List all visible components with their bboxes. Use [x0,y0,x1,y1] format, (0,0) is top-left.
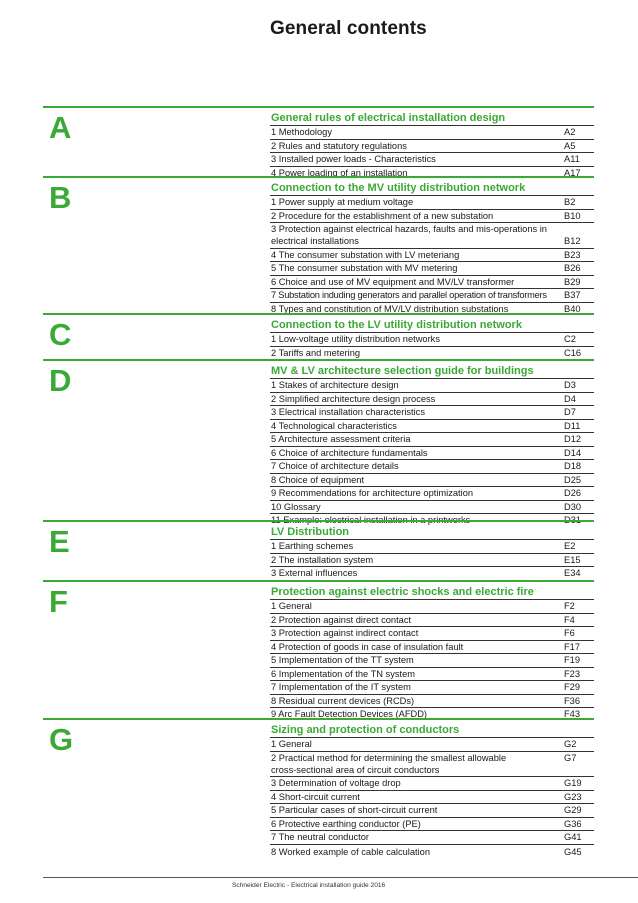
entry-page: B40 [564,303,581,314]
entry-label: 7 Substation induding generators and parallel operation of transformers [271,290,547,300]
toc-entry[interactable] [270,790,594,804]
entry-page: A11 [564,154,580,164]
toc-entry[interactable] [270,473,594,487]
entry-page: C16 [564,347,582,358]
entry-page: D7 [564,407,576,417]
section-title[interactable]: LV Distribution [271,526,350,538]
entry-label: 4 Technological characteristics [271,420,397,431]
section-letter: F [49,584,68,619]
toc-entry[interactable] [270,222,594,248]
entry-label: 6 Choice and use of MV equipment and MV/LV transformer [271,276,515,287]
entry-label: 5 Implementation of the TT system [271,655,414,665]
toc-entry[interactable] [270,830,594,844]
entry-page: G45 [564,846,582,857]
entry-label: 2 Protection against direct contact [271,614,412,625]
entry-page: G36 [564,818,582,829]
section-g [43,718,594,860]
entry-page: F43 [564,709,581,719]
entry-label: 6 Protective earthing conductor (PE) [271,818,421,829]
toc-entry[interactable] [270,539,594,553]
entry-page: A5 [564,140,576,151]
entry-page: C2 [564,334,576,344]
entry-label: 2 The installation system [271,554,374,565]
page-footer: Schneider Electric - Electrical installation guide 2016 [232,882,386,889]
entry-label: 6 Implementation of the TN system [271,668,415,679]
toc-entry[interactable] [270,459,594,473]
entry-label: 3 Protection against indirect contact [271,628,419,638]
entry-label: 8 Choice of equipment [271,474,365,485]
entry-label: 3 Protection against electrical hazards, faults and mis-operations in electrical installations [271,224,547,247]
entry-label: 8 Types and constitution of MV/LV distribution substations [271,303,509,314]
toc-entry[interactable] [270,566,594,580]
entry-label: 5 The consumer substation with MV metering [271,263,458,273]
entry-label: 1 Methodology [271,127,332,137]
section-f [43,580,594,717]
section-d [43,359,594,525]
entry-page: B2 [564,197,576,207]
entry-label: 3 Electrical installation characteristics [271,407,425,417]
entry-label: 2 Procedure for the establishment of a new substation [271,210,494,221]
entry-page: F19 [564,655,581,665]
section-letter: E [49,524,70,559]
toc-entry[interactable] [270,261,594,275]
section-title[interactable]: MV & LV architecture selection guide for buildings [271,365,534,377]
section-title[interactable]: Sizing and protection of conductors [271,724,460,736]
toc-entry[interactable] [270,500,594,514]
entry-label: 2 Practical method for determining the smallest allowable cross-sectional area of circuit conductors [271,752,507,775]
page-title: General contents [270,18,427,39]
entry-label: 4 Power loading of an installation [271,167,408,178]
entry-page: D26 [564,488,582,498]
entry-label: 10 Glossary [271,501,321,512]
section-b [43,176,594,313]
entry-label: 9 Recommendations for architecture optimization [271,488,474,498]
entry-page: B10 [564,210,581,221]
entry-label: 11 Example: electrical installation in a printworks [271,515,471,525]
entry-page: G2 [564,739,577,749]
entry-page: E2 [564,541,576,551]
toc-entry[interactable] [270,346,594,360]
toc-entry[interactable] [270,248,594,262]
entry-label: 5 Particular cases of short-circuit current [271,805,438,815]
section-letter: D [49,363,72,398]
toc-entry[interactable] [270,152,594,166]
toc-entry[interactable] [270,195,594,209]
toc-entry[interactable] [270,626,594,640]
entry-page: F23 [564,668,581,679]
entry-label: 4 Short-circuit current [271,791,360,802]
entry-page: E15 [564,554,581,565]
entry-label: 1 General [271,739,312,749]
toc-entry[interactable] [270,694,594,708]
toc-entry[interactable] [270,125,594,139]
entry-page: F4 [564,614,575,625]
entry-label: 9 Arc Fault Detection Devices (AFDD) [271,709,428,719]
toc-entry[interactable] [270,653,594,667]
toc-entry[interactable] [270,332,594,346]
entry-page: A17 [564,167,581,178]
entry-page: D11 [564,420,581,431]
toc-entry[interactable] [270,405,594,419]
toc-entry[interactable] [270,486,594,500]
toc-entry[interactable] [270,817,594,831]
entry-page: F17 [564,641,581,652]
toc-entry[interactable] [270,139,594,153]
toc-entry[interactable] [270,776,594,790]
entry-label: 7 The neutral conductor [271,832,370,842]
section-title[interactable]: General rules of electrical installation design [271,112,506,124]
toc-entry[interactable] [270,640,594,654]
footer-divider [43,877,638,878]
toc-entry[interactable] [270,599,594,613]
entry-page: G19 [564,778,582,788]
section-c [43,313,594,358]
toc-entry[interactable] [270,844,594,860]
entry-page: D3 [564,380,576,390]
entry-page: D18 [564,461,582,471]
toc-entry[interactable] [270,553,594,567]
entry-label: 6 Choice of architecture fundamentals [271,447,428,458]
toc-entry[interactable] [270,680,594,694]
section-title[interactable]: Connection to the LV utility distribution network [271,319,522,331]
section-title[interactable]: Protection against electric shocks and electric fire [271,586,534,598]
toc-entry[interactable] [270,419,594,433]
entry-label: 2 Simplified architecture design process [271,393,436,404]
toc-entry[interactable] [270,737,594,751]
entry-page: F29 [564,682,581,692]
entry-page: B12 [564,236,581,247]
section-e [43,520,594,578]
section-letter: A [49,110,72,145]
entry-page: B29 [564,276,581,287]
entry-label: 4 The consumer substation with LV meteriang [271,249,460,260]
entry-label: 1 Power supply at medium voltage [271,197,414,207]
toc-entry[interactable] [270,275,594,289]
entry-label: 1 General [271,601,312,611]
entry-label: 7 Choice of architecture details [271,461,399,471]
entry-label: 5 Architecture assessment criteria [271,434,411,444]
toc-entry[interactable] [270,432,594,446]
entry-page: D31 [564,515,582,525]
entry-page: G41 [564,832,582,842]
entry-label: 2 Rules and statutory regulations [271,140,407,151]
entry-label: 1 Low-voltage utility distribution networks [271,334,440,344]
section-letter: B [49,180,72,215]
toc-entry[interactable] [270,751,594,777]
entry-page: G23 [564,791,582,802]
toc-entry[interactable] [270,288,594,302]
toc-entry[interactable] [270,446,594,460]
toc-entry[interactable] [270,667,594,681]
toc-entry[interactable] [270,803,594,817]
entry-page: F6 [564,628,575,638]
entry-page: F36 [564,695,581,706]
entry-page: G7 [564,752,577,763]
entry-page: D14 [564,447,582,458]
entry-page: D4 [564,393,576,404]
entry-page: G29 [564,805,582,815]
entry-label: 8 Worked example of cable calculation [271,846,430,857]
toc-entry[interactable] [270,378,594,392]
entry-label: 3 Installed power loads - Characteristics [271,154,436,164]
entry-label: 2 Tariffs and metering [271,347,361,358]
section-letter: G [49,722,74,757]
entry-page: B37 [564,290,581,300]
section-letter: C [49,317,72,352]
entry-label: 4 Protection of goods in case of insulation fault [271,641,464,652]
entry-label: 3 Determination of voltage drop [271,778,401,788]
entry-page: B26 [564,263,581,273]
entry-page: A2 [564,127,576,137]
section-a [43,106,594,176]
entry-page: B23 [564,249,581,260]
section-title[interactable]: Connection to the MV utility distribution network [271,182,526,194]
entry-label: 1 Earthing schemes [271,541,354,551]
entry-label: 7 Implementation of the IT system [271,682,411,692]
entry-label: 3 External influences [271,568,358,578]
entry-page: F2 [564,601,575,611]
entry-page: D30 [564,501,582,512]
entry-page: D25 [564,474,582,485]
toc-entry[interactable] [270,613,594,627]
entry-label: 1 Stakes of architecture design [271,380,399,390]
toc-entry[interactable] [270,209,594,223]
entry-page: E34 [564,568,581,578]
entry-label: 8 Residual current devices (RCDs) [271,695,415,706]
entry-page: D12 [564,434,582,444]
toc-entry[interactable] [270,392,594,406]
